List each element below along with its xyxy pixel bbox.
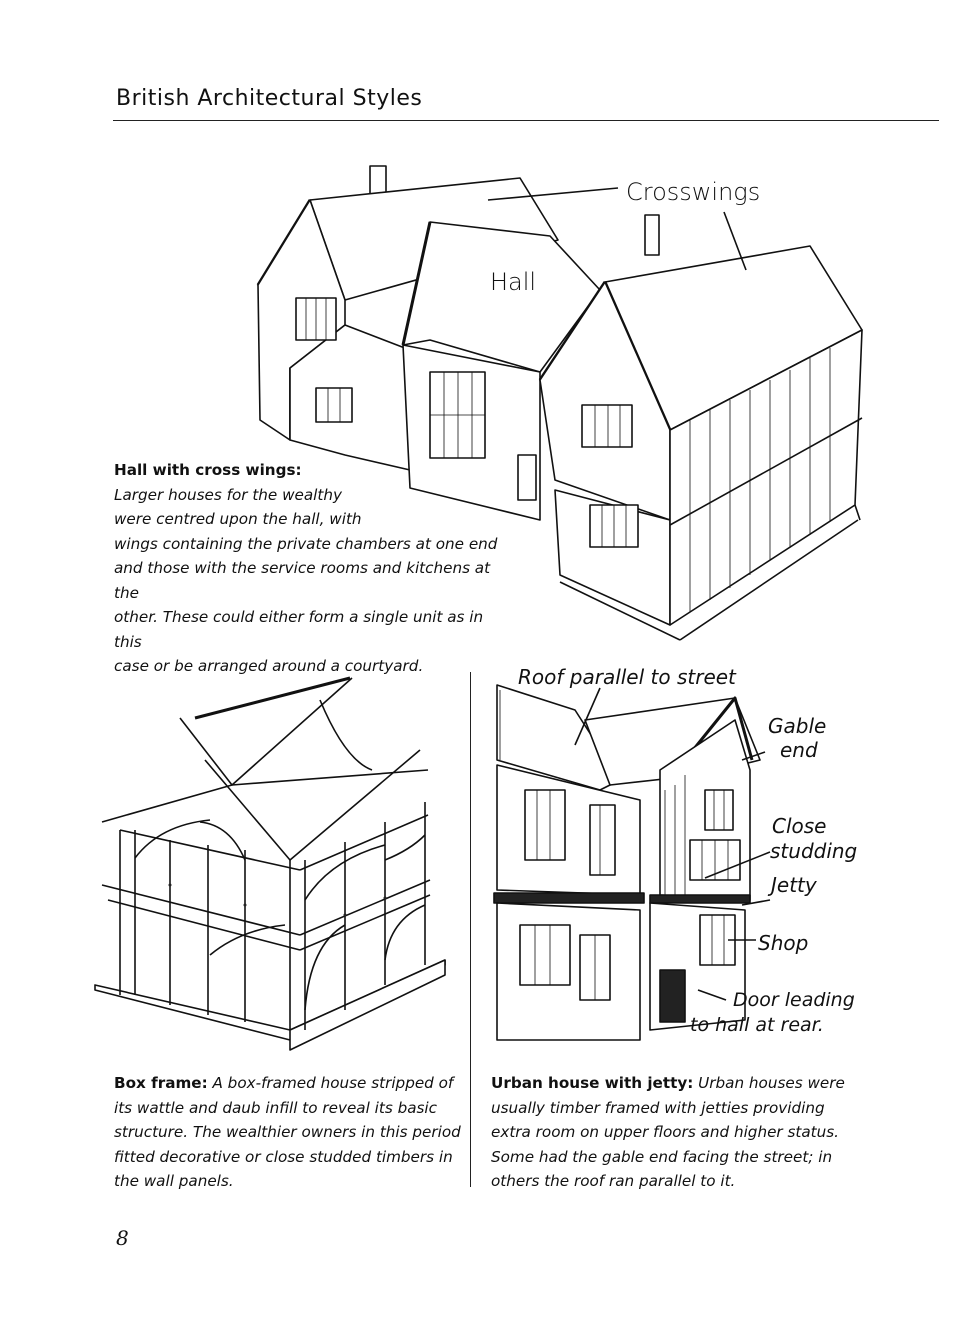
shop-label: Shop bbox=[758, 931, 809, 955]
jetty-label: Jetty bbox=[771, 873, 817, 897]
box-frame-caption-line: the wall panels. bbox=[114, 1172, 234, 1190]
hall-label: Hall bbox=[490, 268, 537, 296]
roof-parallel-label: Roof parallel to street bbox=[518, 665, 736, 689]
hall-caption-line: Larger houses for the wealthy bbox=[114, 485, 342, 504]
gable-end-label-line1: Gable bbox=[768, 714, 827, 738]
box-frame-caption-line: its wattle and daub infill to reveal its basic bbox=[114, 1098, 438, 1117]
hall-caption-lead: Hall with cross wings: bbox=[114, 461, 302, 479]
hall-caption-line: case or be arranged around a courtyard. bbox=[114, 657, 424, 675]
box-frame-caption bbox=[114, 1071, 464, 1194]
urban-house-caption-first: Urban houses were bbox=[698, 1074, 845, 1092]
urban-house-caption-line: others the roof ran parallel to it. bbox=[491, 1172, 736, 1190]
gable-end-label-line2: end bbox=[780, 738, 818, 762]
hall-caption-line: were centred upon the hall, with bbox=[114, 510, 362, 528]
box-frame-caption-line: structure. The wealthier owners in this period bbox=[114, 1123, 461, 1141]
urban-house-caption-line: extra room on upper floors and higher status. bbox=[491, 1123, 839, 1141]
box-frame-caption-first: A box-framed house stripped of bbox=[212, 1074, 454, 1092]
hall-caption-line: and those with the service rooms and kitchens at the bbox=[114, 559, 491, 602]
crosswings-label: Crosswings bbox=[626, 178, 761, 206]
close-studding-label-line1: Close bbox=[772, 814, 827, 838]
box-frame-caption-lead: Box frame: bbox=[114, 1074, 208, 1092]
box-frame-caption-line: fitted decorative or close studded timbers in bbox=[114, 1147, 453, 1166]
urban-house-caption bbox=[491, 1071, 851, 1194]
running-header-title: British Architectural Styles bbox=[116, 86, 423, 111]
hall-caption-line: wings containing the private chambers at one end bbox=[114, 534, 498, 553]
urban-house-caption-line: usually timber framed with jetties providing bbox=[491, 1098, 825, 1117]
door-label-line2: to hall at rear. bbox=[690, 1014, 824, 1036]
close-studding-label-line2: studding bbox=[770, 839, 858, 863]
door-label-line1: Door leading bbox=[733, 989, 855, 1011]
hall-caption-line: other. These could either form a single unit as in this bbox=[114, 608, 484, 651]
column-divider bbox=[470, 672, 471, 1187]
urban-house-caption-lead: Urban house with jetty: bbox=[491, 1074, 694, 1092]
urban-house-caption-line: Some had the gable end facing the street; in bbox=[491, 1147, 833, 1166]
page-number: 8 bbox=[116, 1226, 129, 1250]
